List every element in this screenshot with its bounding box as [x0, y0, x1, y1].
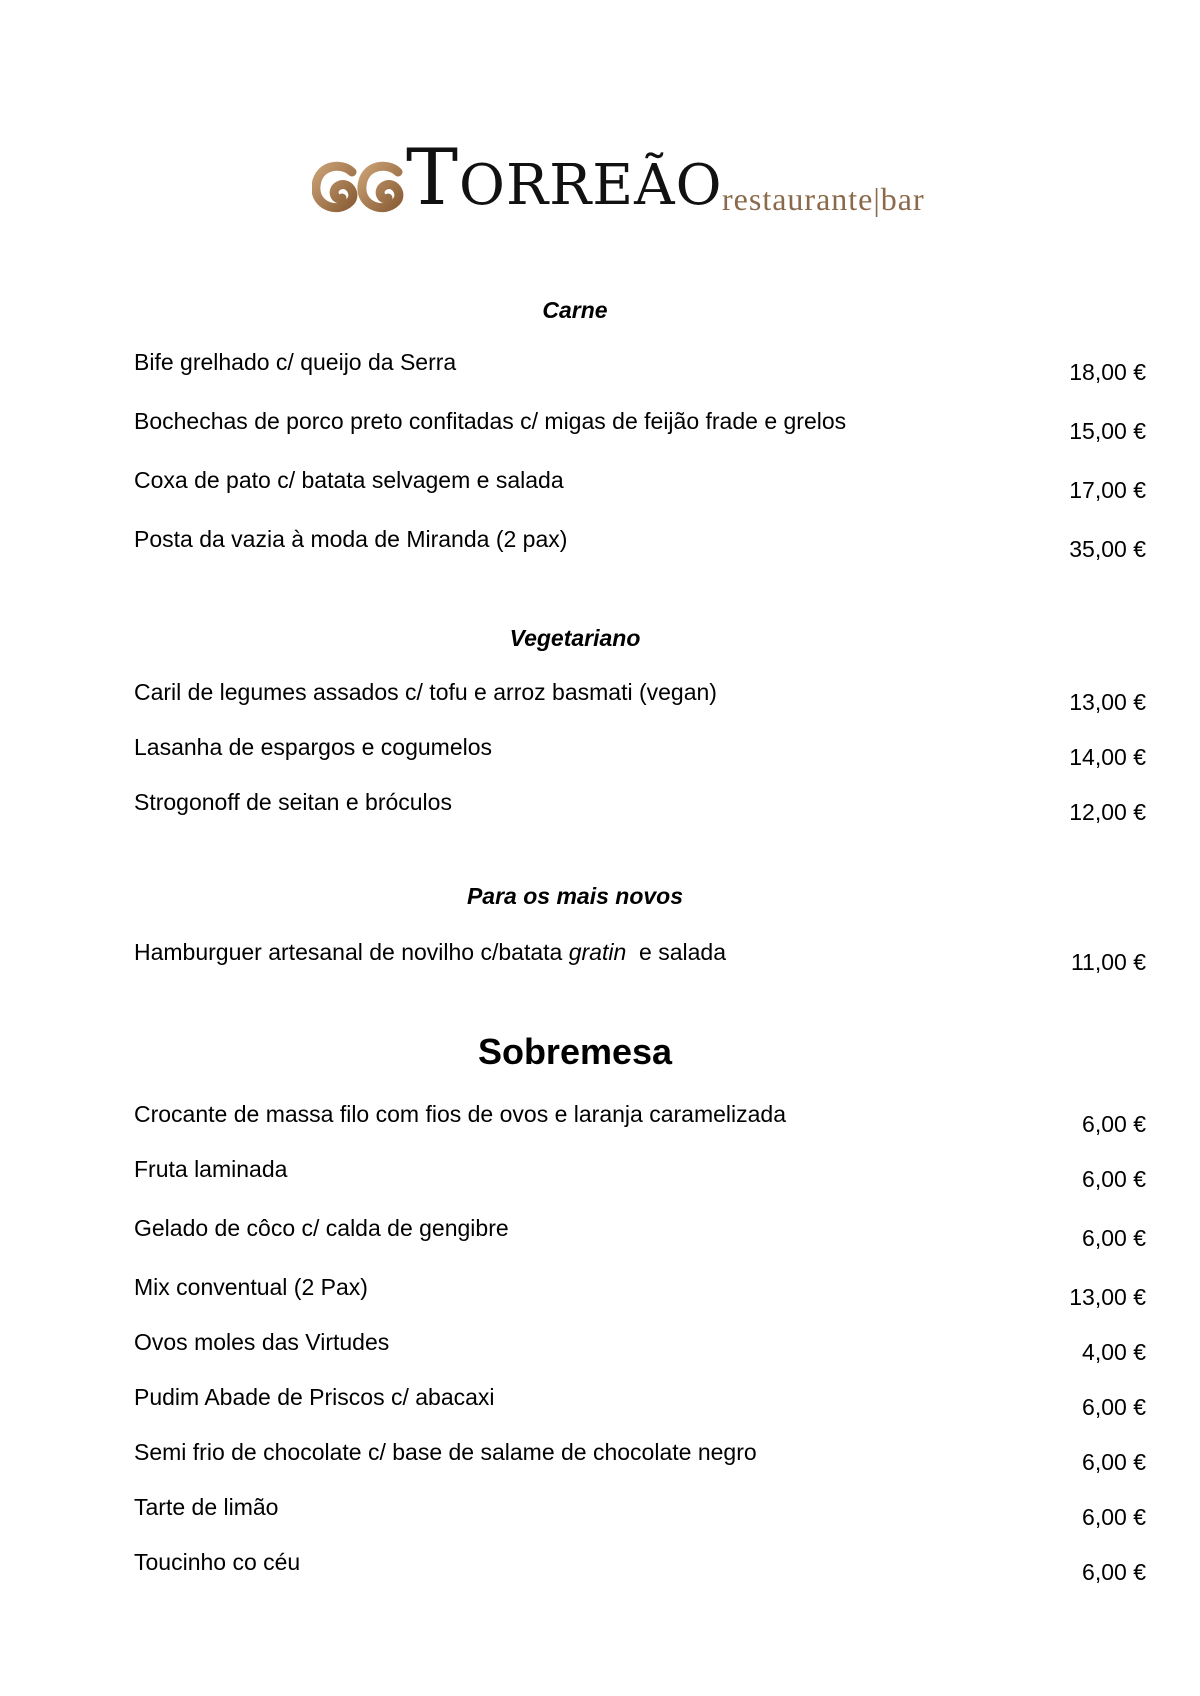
item-name-part: Hamburguer artesanal de novilho c/batata — [134, 939, 569, 965]
menu-item — [0, 348, 1200, 388]
section-title-novos: Para os mais novos — [466, 883, 684, 909]
logo-subtitle: restaurante|bar — [722, 181, 925, 217]
item-name: Strogonoff de seitan e bróculos — [134, 789, 452, 815]
item-name: Bochechas de porco preto confitadas c/ migas de feijão frade e grelos — [134, 408, 847, 434]
item-price: 6,00 € — [1082, 1449, 1146, 1475]
menu-item — [0, 1100, 1200, 1140]
menu-item — [0, 1328, 1200, 1368]
item-name: Gelado de côco c/ calda de gengibre — [134, 1215, 509, 1241]
menu-item — [0, 1548, 1200, 1588]
menu-item — [0, 1493, 1200, 1533]
item-price: 17,00 € — [1069, 477, 1146, 503]
menu-item — [0, 407, 1200, 447]
item-price: 15,00 € — [1069, 418, 1146, 444]
restaurant-logo — [0, 133, 1200, 223]
item-price: 13,00 € — [1069, 1284, 1146, 1310]
item-price: 6,00 € — [1082, 1559, 1146, 1585]
menu-item — [0, 1155, 1200, 1195]
logo-name — [406, 133, 723, 224]
scroll-ornament-icon — [312, 158, 404, 214]
item-name: Mix conventual (2 Pax) — [134, 1274, 368, 1300]
item-price: 35,00 € — [1069, 536, 1146, 562]
section-title-vegetariano: Vegetariano — [509, 625, 641, 651]
item-price: 6,00 € — [1082, 1166, 1146, 1192]
item-price: 18,00 € — [1069, 359, 1146, 385]
menu-item — [0, 733, 1200, 773]
item-price: 13,00 € — [1069, 689, 1146, 715]
item-name: Ovos moles das Virtudes — [134, 1329, 390, 1355]
item-name: Caril de legumes assados c/ tofu e arroz basmati (vegan) — [134, 679, 717, 705]
item-name: Pudim Abade de Priscos c/ abacaxi — [134, 1384, 495, 1410]
menu-item — [0, 1383, 1200, 1423]
menu-item — [0, 678, 1200, 718]
item-name — [134, 938, 726, 966]
item-price: 4,00 € — [1082, 1339, 1146, 1365]
item-name: Tarte de limão — [134, 1494, 279, 1520]
item-price: 14,00 € — [1069, 744, 1146, 770]
menu-item — [0, 938, 1200, 978]
logo-name-initial: T — [406, 133, 460, 223]
item-name: Fruta laminada — [134, 1156, 288, 1182]
item-name: Lasanha de espargos e cogumelos — [134, 734, 493, 760]
item-name: Crocante de massa filo com fios de ovos e laranja caramelizada — [134, 1101, 786, 1127]
menu-item — [0, 1438, 1200, 1478]
item-name: Toucinho co céu — [134, 1549, 301, 1575]
item-price: 11,00 € — [1070, 949, 1146, 975]
item-name: Semi frio de chocolate c/ base de salame de chocolate negro — [134, 1439, 757, 1465]
item-name-italic: gratin — [568, 939, 627, 965]
menu-item — [0, 1273, 1200, 1313]
menu-item — [0, 466, 1200, 506]
menu-item — [0, 788, 1200, 828]
menu-item — [0, 525, 1200, 565]
menu-item — [0, 1214, 1200, 1254]
item-price: 6,00 € — [1082, 1504, 1146, 1530]
item-name: Posta da vazia à moda de Miranda (2 pax) — [134, 526, 568, 552]
item-name: Coxa de pato c/ batata selvagem e salada — [134, 467, 564, 493]
item-price: 12,00 € — [1069, 799, 1146, 825]
item-price: 6,00 € — [1082, 1394, 1146, 1420]
section-title-carne: Carne — [542, 297, 608, 323]
item-price: 6,00 € — [1082, 1111, 1146, 1137]
section-title-sobremesa: Sobremesa — [477, 1031, 673, 1072]
item-name: Bife grelhado c/ queijo da Serra — [134, 349, 457, 375]
item-price: 6,00 € — [1082, 1225, 1146, 1251]
item-name-part: e salada — [626, 939, 727, 965]
logo-name-rest: ORREÃO — [459, 153, 723, 218]
